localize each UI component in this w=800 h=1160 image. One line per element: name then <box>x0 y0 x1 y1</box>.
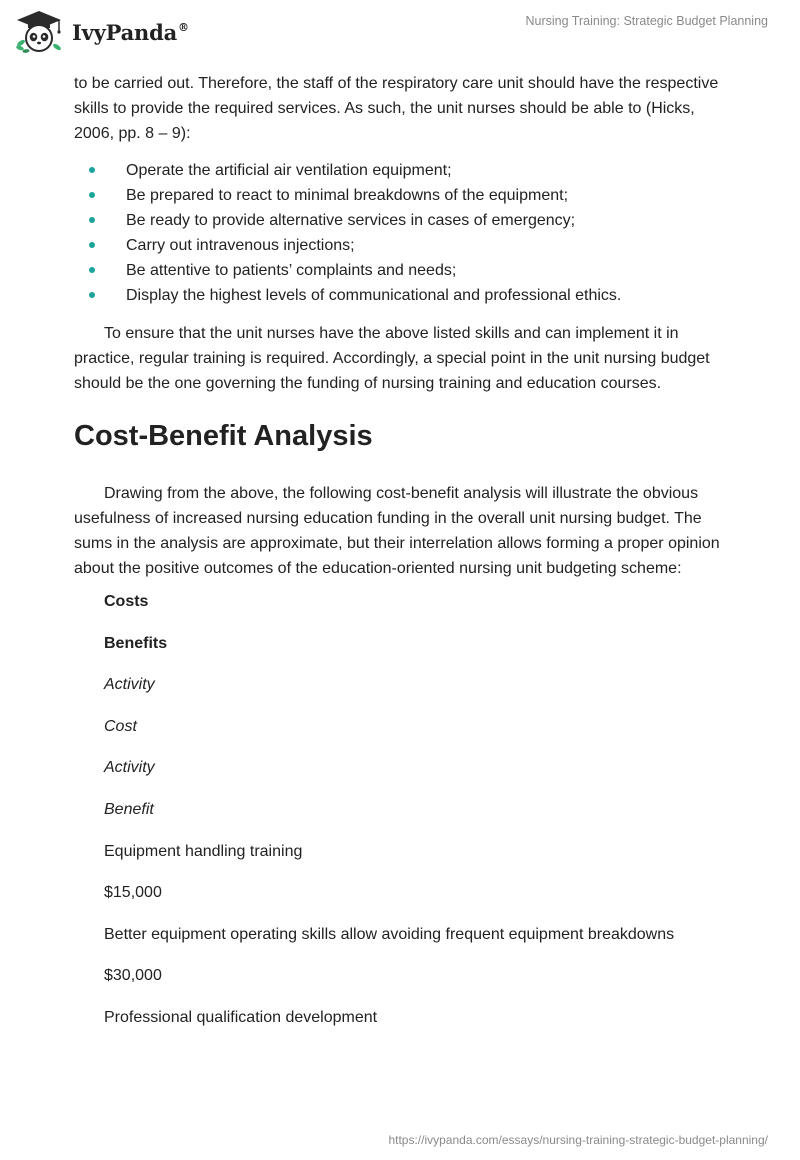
skills-list <box>74 158 734 308</box>
training-paragraph: To ensure that the unit nurses have the above listed skills and can implement it in practice, regular training is required. Accordingly, a special point in the unit nursing budget should be the one governing the funding of nursing training and education courses. <box>74 325 710 392</box>
list-item: Display the highest levels of communicational and professional ethics. <box>74 283 734 308</box>
bullet-icon <box>89 267 95 273</box>
table-header-activity: Activity <box>104 676 155 694</box>
table-cell: Equipment handling training <box>104 842 303 860</box>
bullet-icon <box>89 242 95 248</box>
section-heading: Cost-Benefit Analysis <box>74 420 373 452</box>
analysis-paragraph: Drawing from the above, the following cost-benefit analysis will illustrate the obvious usefulness of increased nursing education funding in the overall unit nursing budget. The sums in the analysis are approximate, but their interrelation allows forming a proper opinion about the positive outcomes of the education-oriented nursing unit budgeting scheme: <box>74 485 720 577</box>
ivypanda-logo[interactable] <box>14 8 189 56</box>
document-title: Nursing Training: Strategic Budget Planning <box>525 14 768 28</box>
brand-name: IvyPanda® <box>72 19 189 45</box>
table-cell: Professional qualification development <box>104 1008 378 1026</box>
page-header <box>0 0 800 66</box>
table-header-cost: Cost <box>104 717 137 735</box>
panda-mascot-icon <box>14 9 64 55</box>
list-item: Be ready to provide alternative services in cases of emergency; <box>74 208 734 233</box>
table-cell: $30,000 <box>104 967 162 985</box>
essay-content <box>74 71 734 1047</box>
table-cell: Better equipment operating skills allow avoiding frequent equipment breakdowns <box>104 925 675 943</box>
table-header-activity: Activity <box>104 759 155 777</box>
bullet-icon <box>89 192 95 198</box>
list-item: Be attentive to patients’ complaints and needs; <box>74 258 734 283</box>
bullet-icon <box>89 167 95 173</box>
table-header-benefit: Benefit <box>104 800 154 818</box>
source-url-link[interactable]: https://ivypanda.com/essays/nursing-training-strategic-budget-planning/ <box>388 1133 768 1147</box>
bullet-icon <box>89 217 95 223</box>
bullet-icon <box>89 292 95 298</box>
list-item: Operate the artificial air ventilation equipment; <box>74 158 734 183</box>
table-cell: $15,000 <box>104 884 162 902</box>
list-item: Carry out intravenous injections; <box>74 233 734 258</box>
intro-paragraph: to be carried out. Therefore, the staff of the respiratory care unit should have the respective skills to provide the required services. As such, the unit nurses should be able to (Hicks, 2006, pp. 8 – 9): <box>74 75 719 142</box>
cost-benefit-table <box>74 589 734 1030</box>
list-item: Be prepared to react to minimal breakdowns of the equipment; <box>74 183 734 208</box>
table-group-benefits: Benefits <box>104 634 168 652</box>
table-group-costs: Costs <box>104 593 149 610</box>
